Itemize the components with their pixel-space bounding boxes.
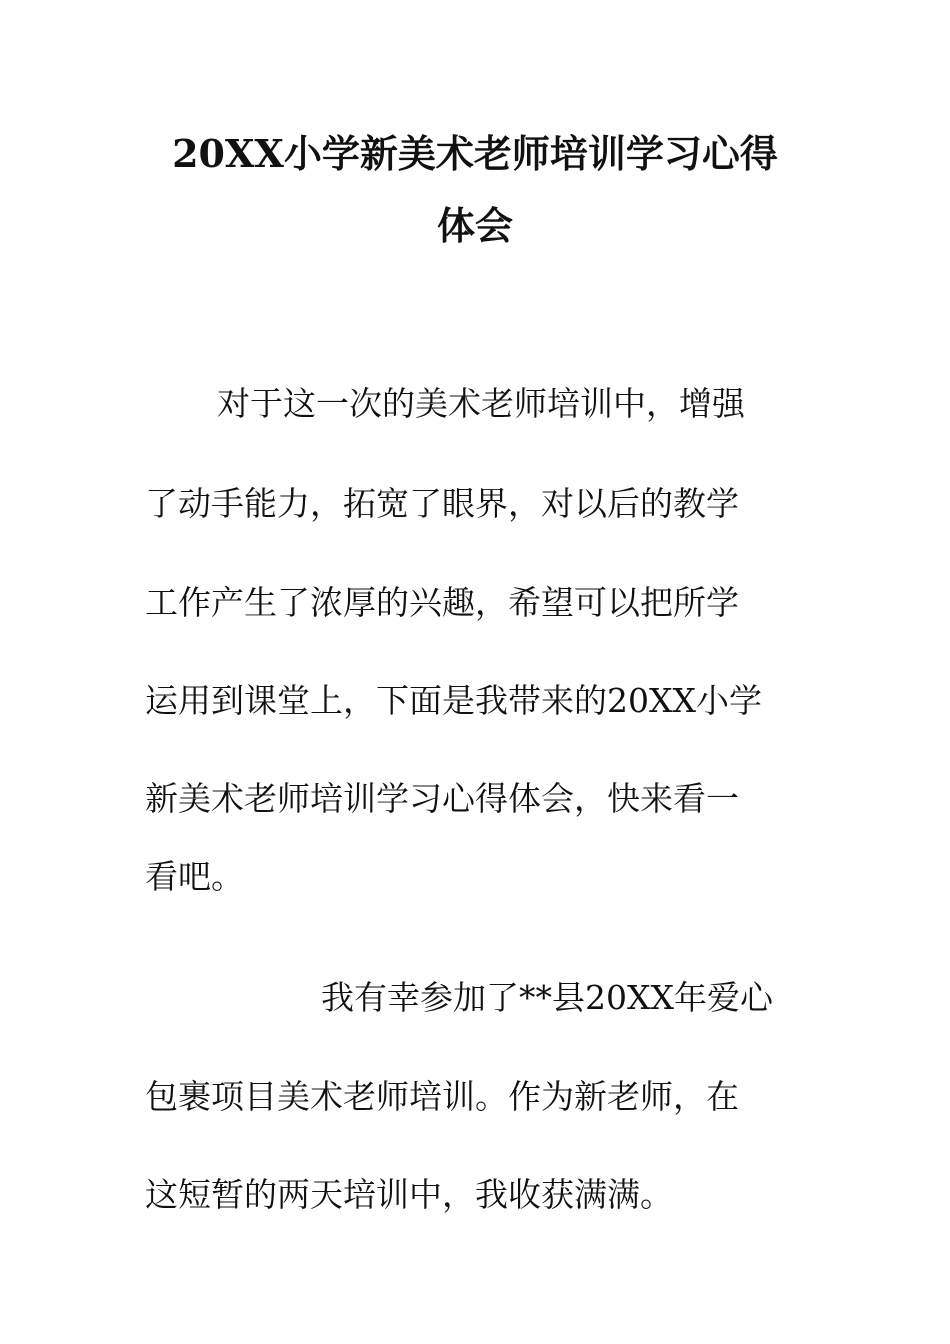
paragraph-line: 运用到课堂上，下面是我带来的20XX小学: [145, 681, 762, 720]
paragraph-line: 了动手能力，拓宽了眼界，对以后的教学: [145, 484, 739, 523]
document-title: [145, 118, 805, 262]
paragraph-line: 看吧。: [145, 857, 244, 896]
title-line-1: 20XX小学新美术老师培训学习心得: [172, 131, 778, 176]
paragraph-line: 我有幸参加了**县20XX年爱心: [321, 978, 773, 1017]
paragraph-line: 新美术老师培训学习心得体会，快来看一: [145, 779, 739, 818]
paragraph-line: 工作产生了浓厚的兴趣，希望可以把所学: [145, 583, 739, 622]
paragraph-line: 对于这一次的美术老师培训中，增强: [217, 384, 745, 423]
paragraph-line: 包裹项目美术老师培训。作为新老师，在: [145, 1077, 739, 1116]
title-line-2: 体会: [436, 203, 513, 248]
paragraph-line: 这短暂的两天培训中，我收获满满。: [145, 1175, 673, 1214]
